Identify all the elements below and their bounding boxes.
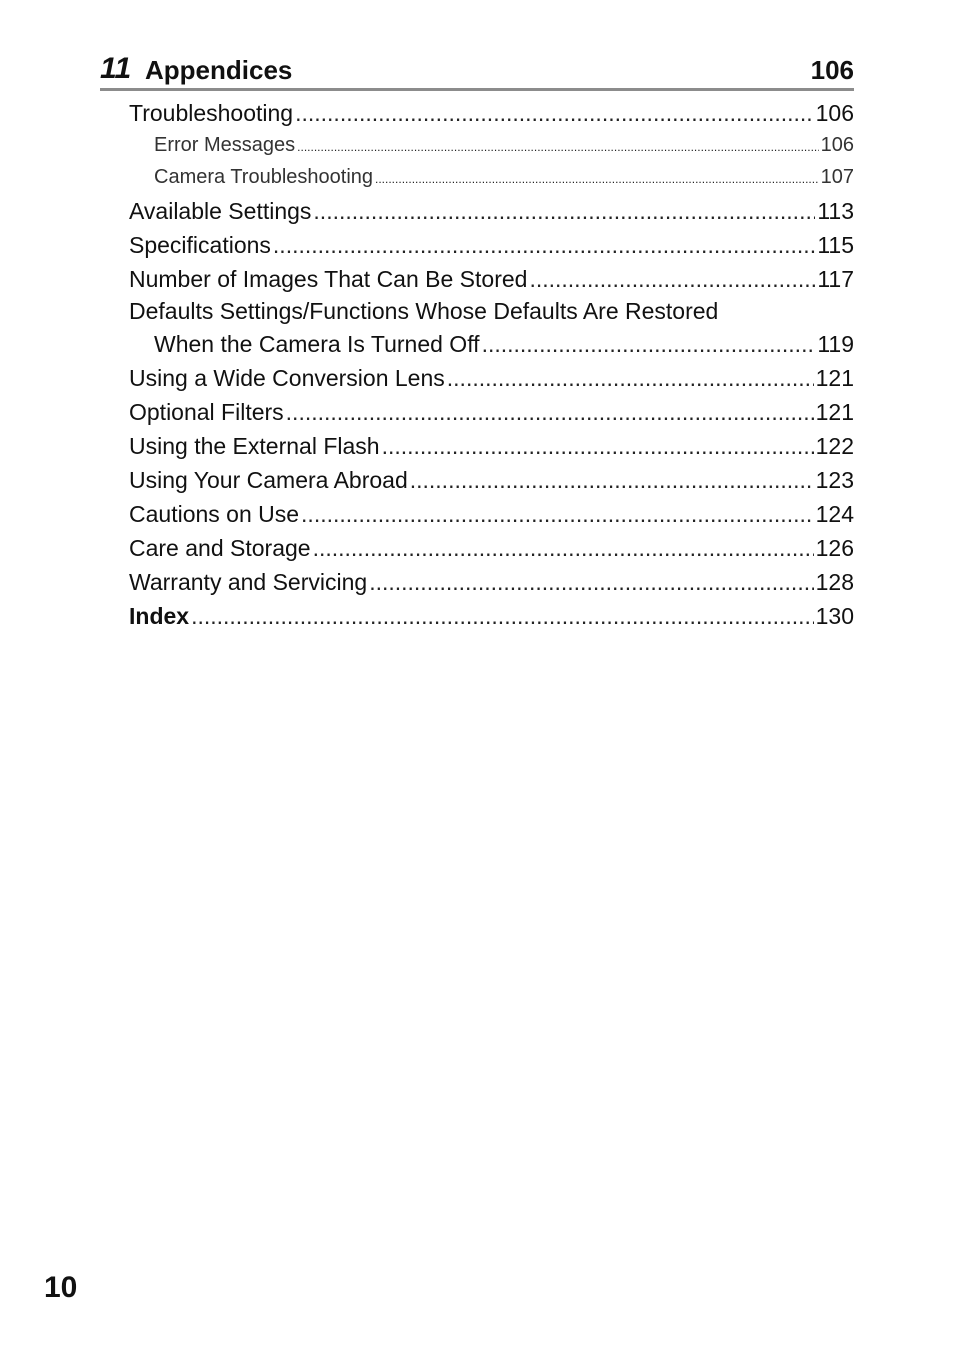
toc-entry-number-of-images[interactable] [129,262,854,296]
toc-entry-label: Specifications [129,232,271,258]
dot-leader [313,531,814,565]
dot-leader [482,327,816,361]
toc-entry-page: 106 [815,100,854,126]
toc-entry-page: 124 [815,501,854,527]
toc-entry-page: 122 [815,433,854,459]
chapter-page[interactable]: 106 [810,55,854,85]
toc-entry-index[interactable] [129,599,854,633]
toc-entry-page: 107 [820,166,854,188]
toc-entry-label: Index [129,603,190,629]
chapter-header [100,50,854,91]
toc-entry-external-flash[interactable] [129,429,854,463]
toc-entry-label: Cautions on Use [129,501,300,527]
toc-entry-warranty-and-servicing[interactable] [129,565,854,599]
dot-leader [447,361,814,395]
dot-leader [295,96,814,130]
toc-entry-page: 130 [815,603,854,629]
toc-entry-defaults-settings[interactable] [129,296,854,361]
dot-leader [369,565,813,599]
toc-entry-label: Number of Images That Can Be Stored [129,266,528,292]
toc-entry-care-and-storage[interactable] [129,531,854,565]
toc-entry-page: 106 [820,134,854,156]
toc-entry-error-messages[interactable] [129,130,854,162]
toc-entry-label: Using a Wide Conversion Lens [129,365,445,391]
toc-entry-wide-conversion-lens[interactable] [129,361,854,395]
page-number: 10 [44,1271,78,1304]
chapter-number: 11 [100,52,132,85]
toc-entry-label: Error Messages [154,134,296,156]
dot-leader [313,194,815,228]
chapter-title[interactable]: Appendices [145,55,293,85]
toc-entry-label-line2: When the Camera Is Turned Off [154,331,480,357]
toc-entry-page: 128 [815,569,854,595]
toc-entry-page: 123 [815,467,854,493]
toc-entry-page: 113 [817,198,854,224]
dot-leader [301,497,814,531]
toc-entry-available-settings[interactable] [129,194,854,228]
toc-entry-label: Optional Filters [129,399,284,425]
table-of-contents [129,96,854,633]
dot-leader [375,164,819,194]
toc-entry-page: 121 [815,365,854,391]
dot-leader [297,132,818,162]
toc-entry-camera-troubleshooting[interactable] [129,162,854,194]
toc-entry-optional-filters[interactable] [129,395,854,429]
toc-entry-page: 126 [815,535,854,561]
toc-entry-label: Camera Troubleshooting [154,166,374,188]
toc-entry-troubleshooting[interactable] [129,96,854,130]
dot-leader [286,395,814,429]
toc-entry-cautions-on-use[interactable] [129,497,854,531]
toc-entry-label: Using the External Flash [129,433,380,459]
toc-entry-page: 119 [817,331,854,357]
dot-leader [382,429,814,463]
toc-entry-page: 115 [817,232,854,258]
dot-leader [191,599,814,633]
dot-leader [529,262,815,296]
toc-entry-label: Using Your Camera Abroad [129,467,408,493]
dot-leader [410,463,814,497]
toc-entry-specifications[interactable] [129,228,854,262]
dot-leader [273,228,815,262]
toc-entry-label: Available Settings [129,198,312,224]
toc-entry-page: 117 [817,266,854,292]
toc-entry-label-line1: Defaults Settings/Functions Whose Defaults Are Restored [129,298,719,324]
toc-entry-label: Troubleshooting [129,100,294,126]
toc-entry-page: 121 [815,399,854,425]
toc-entry-second-line [129,327,854,361]
toc-entry-label: Care and Storage [129,535,311,561]
toc-entry-label: Warranty and Servicing [129,569,368,595]
toc-entry-camera-abroad[interactable] [129,463,854,497]
